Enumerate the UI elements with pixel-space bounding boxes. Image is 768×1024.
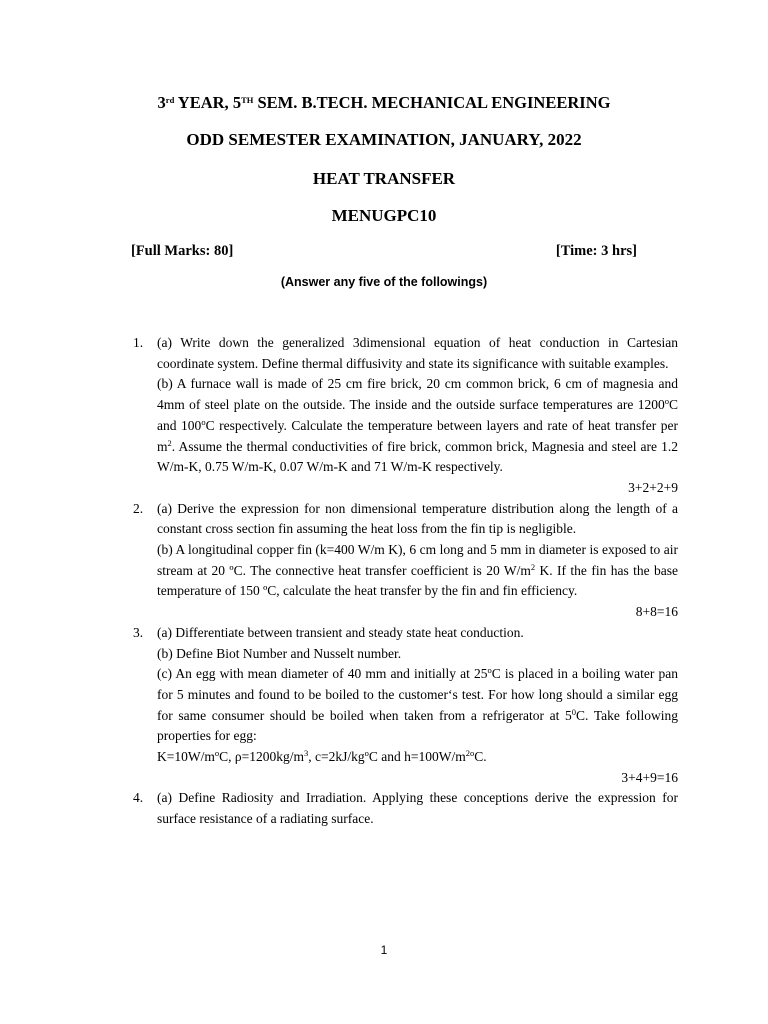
exponent: 3 <box>303 748 309 759</box>
question-list <box>133 333 678 830</box>
degree-sign: o <box>201 416 206 427</box>
subject-title: HEAT TRANSFER <box>312 169 456 188</box>
text-span: C, ρ=1200kg/m <box>219 749 304 765</box>
question-part-c <box>157 664 678 747</box>
full-marks: [Full Marks: 80] <box>131 243 234 259</box>
text-span: C respectively. Calculate the temperature between layers and rate of heat transfer per m <box>157 417 679 454</box>
exponent: 2o <box>465 748 475 759</box>
year-suffix: rd <box>165 95 175 105</box>
course-title <box>0 93 768 113</box>
degree-sign: o <box>364 748 369 759</box>
text-span: C. <box>474 749 487 765</box>
text-span: (b) A furnace wall is made of 25 cm fire brick, 20 cm common brick, 6 cm of magnesia and 4mm of steel plate on the outside. The inside and the outside surface temperatures are 1200 <box>157 376 678 413</box>
question-part-a: (a) Derive the expression for non dimensional temperature distribution along the length of a constant cross section fin assuming the heat loss from the fin tip is negligible. <box>157 500 678 537</box>
course-name: SEM. B.TECH. MECHANICAL ENGINEERING <box>253 93 611 112</box>
question-part-b: (b) Define Biot Number and Nusselt number. <box>157 645 402 661</box>
question-part-a: (a) Differentiate between transient and steady state heat conduction. <box>157 624 524 640</box>
degree-sign: 0 <box>571 706 577 717</box>
instruction: (Answer any five of the followings) <box>280 275 488 289</box>
degree-sign: o <box>487 665 492 676</box>
year-word: YEAR, <box>174 93 233 112</box>
question-number: 2. <box>133 500 144 516</box>
semester-suffix: TH <box>241 95 254 105</box>
text-span: C and 100 <box>157 397 678 433</box>
marks-time-row <box>131 242 637 260</box>
question-1 <box>133 333 678 499</box>
exam-time: [Time: 3 hrs] <box>555 243 637 259</box>
page-number: 1 <box>380 943 388 957</box>
question-part-b <box>157 540 678 602</box>
degree-sign: o <box>664 396 669 407</box>
exponent: 2 <box>167 437 172 448</box>
question-3 <box>133 623 678 789</box>
text-span: K=10W/m <box>157 749 215 765</box>
question-part-b <box>157 374 678 478</box>
question-4 <box>133 788 678 829</box>
text-span: (b) A longitudinal copper fin (k=400 W/m K), 6 cm long and 5 mm in diameter is exposed to air stream at 20 ºC. The connective heat transfer coefficient is 20 W/m <box>157 542 678 578</box>
degree-sign: o <box>214 748 220 759</box>
text-span: . Assume the thermal conductivities of fire brick, common brick, Magnesia and steel are 1.2 W/m-K, 0.75 W/m-K, 0.07 W/m-K and 71 W/m-K respectively. <box>157 438 678 475</box>
egg-properties <box>157 747 678 768</box>
question-marks: 8+8=16 <box>635 604 678 620</box>
text-span: C and h=100W/m <box>368 749 466 765</box>
question-2 <box>133 499 678 623</box>
text-span: C. Take following properties for egg: <box>157 707 678 744</box>
semester-number: 5 <box>232 93 242 112</box>
question-marks: 3+2+2+9 <box>628 479 678 495</box>
question-part-a: (a) Define Radiosity and Irradiation. Applying these conceptions derive the expression for surface resistance of a radiating surface. <box>157 790 678 827</box>
text-span: K. If the fin has the base temperature of 150 ºC, calculate the heat transfer by the fin and fin efficiency. <box>157 562 678 599</box>
question-number: 3. <box>133 624 144 640</box>
year-number: 3 <box>157 93 166 112</box>
question-number: 1. <box>133 335 144 350</box>
exponent: 2 <box>530 561 536 572</box>
text-span: C is placed in a boiling water pan for 5 minutes and found to be boiled to the customer‘s test. For how long should a similar egg for same consumer should be boiled when taken from a refrigerator at 5 <box>157 666 679 723</box>
text-span: , c=2kJ/kg <box>308 749 365 765</box>
text-span: (c) An egg with mean diameter of 40 mm and initially at 25 <box>157 666 488 682</box>
exam-title: ODD SEMESTER EXAMINATION, JANUARY, 2022 <box>186 130 582 149</box>
question-marks: 3+4+9=16 <box>621 769 678 785</box>
question-number: 4. <box>133 790 144 806</box>
question-part-a: (a) Write down the generalized 3dimensional equation of heat conduction in Cartesian coordinate system. Define thermal diffusivity and state its significance with suitable examples. <box>157 335 678 371</box>
subject-code: MENUGPC10 <box>331 206 437 225</box>
